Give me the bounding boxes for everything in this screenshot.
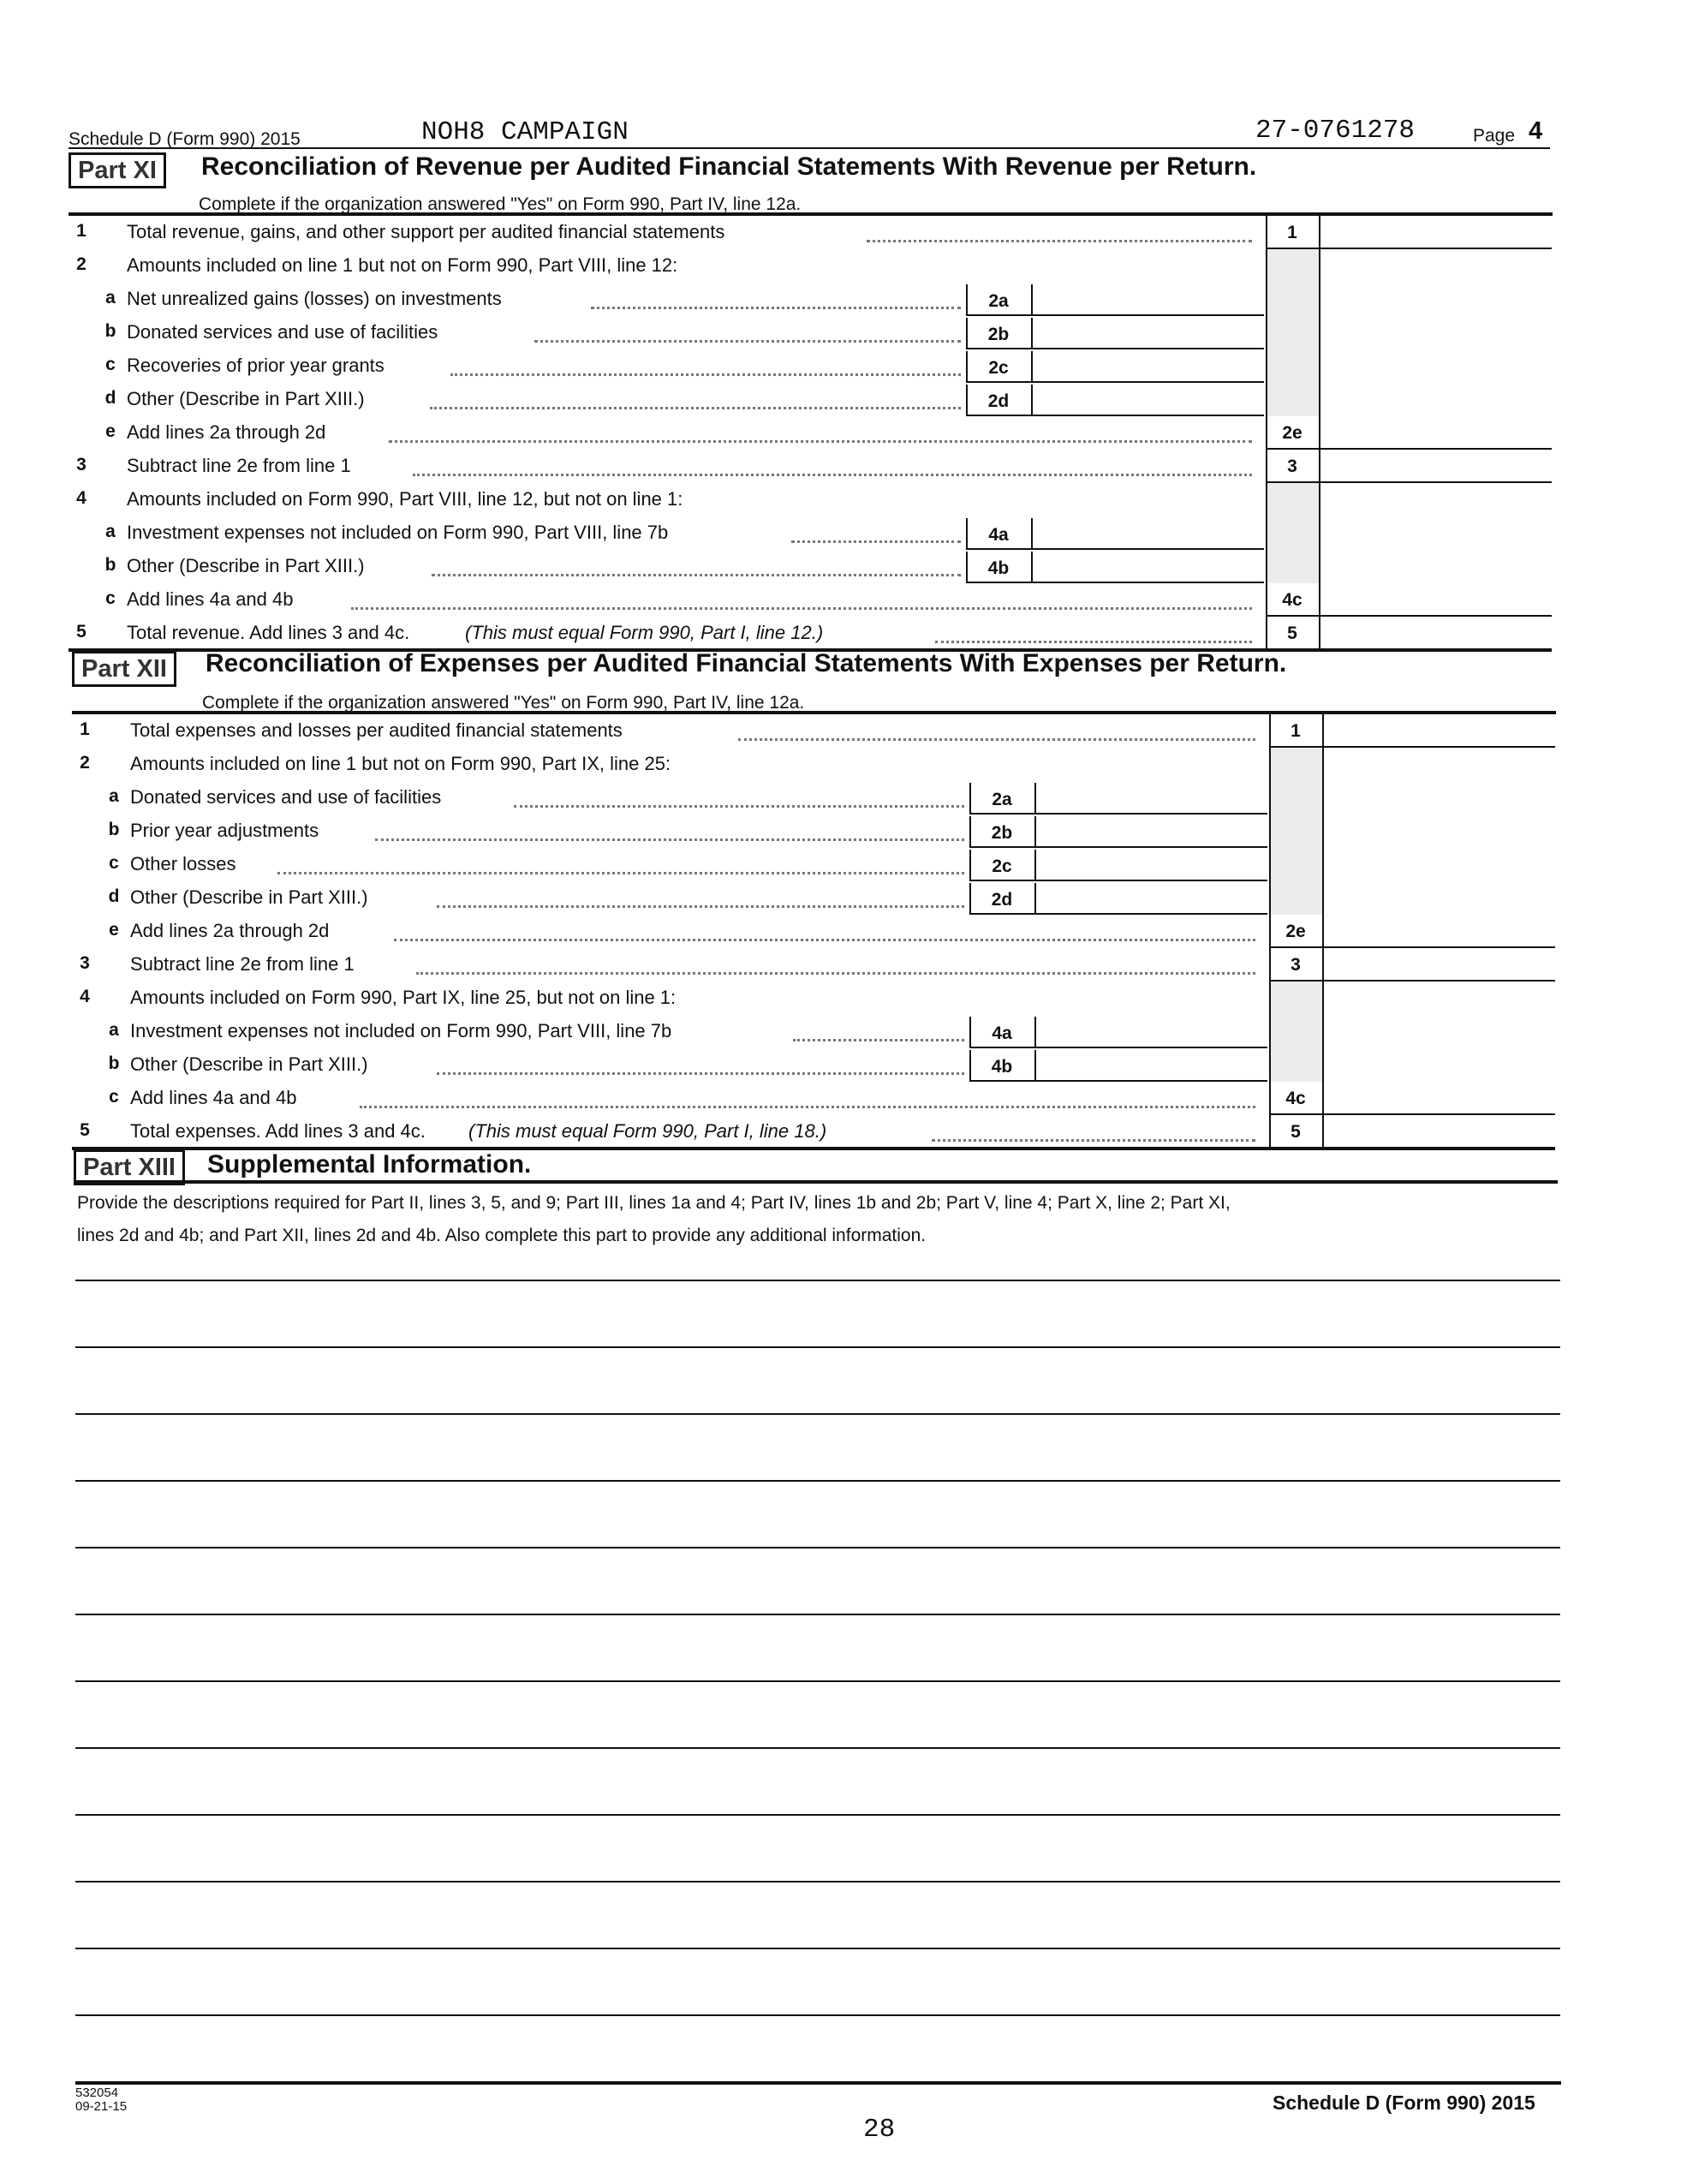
box-bottom bbox=[1269, 980, 1555, 982]
column-rule-right bbox=[1322, 714, 1324, 1149]
sub-box-label: 4a bbox=[992, 1023, 1012, 1043]
box-label: 5 bbox=[1291, 1122, 1301, 1142]
leader-dots bbox=[277, 872, 964, 874]
part-xii-instruction: Complete if the organization answered "Yes" on Form 990, Part IV, line 12a. bbox=[202, 693, 805, 713]
writing-line[interactable] bbox=[75, 1747, 1560, 1749]
line-description: Other (Describe in Part XIII.) bbox=[127, 388, 365, 409]
amount-field[interactable] bbox=[1320, 618, 1550, 647]
line-number: e bbox=[109, 920, 119, 940]
line-number: 5 bbox=[80, 1120, 90, 1140]
leader-dots bbox=[867, 240, 1252, 242]
amount-field[interactable] bbox=[1033, 284, 1262, 313]
line-description: Total revenue. Add lines 3 and 4c. bbox=[127, 622, 410, 643]
line-description: Add lines 4a and 4b bbox=[130, 1087, 297, 1108]
part-xi-tag: Part XI bbox=[69, 152, 166, 188]
sub-box-bottom bbox=[966, 415, 1264, 416]
amount-field[interactable] bbox=[1033, 385, 1262, 413]
box-bottom bbox=[1266, 248, 1552, 249]
line-number: a bbox=[109, 786, 119, 806]
part-xiii-tag: Part XIII bbox=[74, 1149, 185, 1185]
box-label: 4c bbox=[1285, 1089, 1306, 1108]
page-number: 4 bbox=[1529, 117, 1543, 145]
box-label: 2e bbox=[1282, 423, 1303, 443]
sub-box-label: 2a bbox=[988, 291, 1009, 311]
part-xii-title: Reconciliation of Expenses per Audited Financial Statements With Expenses per Return. bbox=[206, 649, 1287, 677]
line-number: e bbox=[105, 421, 116, 441]
box-label: 5 bbox=[1287, 624, 1297, 643]
line-number: c bbox=[109, 1087, 119, 1107]
ein-number: 27-0761278 bbox=[1255, 116, 1416, 146]
part-xiii-instruction-line1: Provide the descriptions required for Part II, lines 3, 5, and 9; Part III, lines 1a and 4; Part IV, lines 1b and 2b; Part V, line 4; Part X, line 2; Part XI, bbox=[77, 1193, 1231, 1213]
line-description: Donated services and use of facilities bbox=[130, 786, 442, 808]
sub-box-label: 2c bbox=[988, 358, 1009, 378]
writing-line[interactable] bbox=[75, 1680, 1560, 1682]
leader-dots bbox=[413, 474, 1252, 476]
column-rule-right bbox=[1319, 216, 1320, 650]
sub-box-bottom bbox=[966, 381, 1264, 383]
line-number: 2 bbox=[76, 254, 86, 274]
part-xiii-top-rule bbox=[74, 1180, 1558, 1184]
page-stamp: 28 bbox=[863, 2115, 896, 2145]
sub-box-bottom bbox=[969, 880, 1267, 881]
line-note: (This must equal Form 990, Part I, line 18.) bbox=[468, 1120, 827, 1142]
line-number: b bbox=[108, 820, 120, 839]
amount-field[interactable] bbox=[1033, 552, 1262, 580]
footer-rule bbox=[75, 2081, 1561, 2085]
line-number: b bbox=[104, 321, 116, 341]
amount-field[interactable] bbox=[1320, 418, 1550, 446]
line-description: Prior year adjustments bbox=[130, 820, 319, 841]
amount-field[interactable] bbox=[1324, 716, 1553, 744]
footer-form-name: Schedule D (Form 990) 2015 bbox=[1273, 2092, 1535, 2114]
line-number: 3 bbox=[80, 953, 90, 973]
line-number: 1 bbox=[76, 221, 86, 241]
leader-dots bbox=[738, 738, 1255, 741]
amount-field[interactable] bbox=[1036, 1017, 1266, 1045]
writing-line[interactable] bbox=[75, 1280, 1560, 1281]
amount-field[interactable] bbox=[1324, 1117, 1553, 1145]
line-number: a bbox=[105, 288, 116, 307]
leader-dots bbox=[437, 905, 964, 908]
line-description: Total revenue, gains, and other support per audited financial statements bbox=[127, 221, 725, 242]
writing-line[interactable] bbox=[75, 2014, 1560, 2016]
line-number: 4 bbox=[80, 987, 90, 1006]
line-description: Add lines 2a through 2d bbox=[130, 920, 330, 941]
part-xi-instruction: Complete if the organization answered "Yes" on Form 990, Part IV, line 12a. bbox=[199, 194, 802, 214]
sub-box-bottom bbox=[969, 1080, 1267, 1082]
leader-dots bbox=[375, 838, 964, 841]
box-label: 2e bbox=[1285, 922, 1306, 941]
leader-dots bbox=[514, 805, 964, 808]
writing-line[interactable] bbox=[75, 1413, 1560, 1415]
line-description: Subtract line 2e from line 1 bbox=[130, 953, 355, 975]
line-number: b bbox=[108, 1053, 120, 1073]
leader-dots bbox=[389, 440, 1252, 443]
line-description: Investment expenses not included on Form 990, Part VIII, line 7b bbox=[127, 522, 669, 543]
line-number: 4 bbox=[76, 488, 86, 508]
amount-field[interactable] bbox=[1036, 883, 1266, 911]
leader-dots bbox=[793, 1039, 964, 1041]
line-note: (This must equal Form 990, Part I, line 12.) bbox=[465, 622, 824, 643]
leader-dots bbox=[791, 540, 961, 543]
leader-dots bbox=[416, 972, 1255, 975]
amount-field[interactable] bbox=[1320, 585, 1550, 613]
line-number: 3 bbox=[76, 455, 86, 474]
sub-box-label: 2d bbox=[991, 890, 1013, 910]
writing-line[interactable] bbox=[75, 1814, 1560, 1816]
amount-field[interactable] bbox=[1324, 916, 1553, 945]
sub-box-label: 2a bbox=[992, 790, 1012, 809]
sub-box-bottom bbox=[969, 1047, 1267, 1048]
amount-field[interactable] bbox=[1320, 218, 1550, 246]
sub-box-label: 2d bbox=[987, 391, 1010, 411]
line-description: Other (Describe in Part XIII.) bbox=[130, 1053, 368, 1075]
leader-dots bbox=[932, 1139, 1255, 1142]
line-description: Add lines 4a and 4b bbox=[127, 588, 294, 610]
column-rule-left bbox=[1269, 714, 1271, 1149]
line-description: Amounts included on line 1 but not on Form 990, Part IX, line 25: bbox=[130, 753, 671, 774]
sub-box-label: 4b bbox=[987, 558, 1010, 578]
amount-field[interactable] bbox=[1036, 1050, 1266, 1078]
amount-field[interactable] bbox=[1320, 451, 1550, 480]
box-label: 4c bbox=[1282, 590, 1303, 610]
sub-box-bottom bbox=[966, 348, 1264, 349]
amount-field[interactable] bbox=[1033, 518, 1262, 546]
sub-box-label: 2b bbox=[987, 325, 1010, 344]
line-description: Amounts included on Form 990, Part IX, line 25, but not on line 1: bbox=[130, 987, 677, 1008]
form-name-header: Schedule D (Form 990) 2015 bbox=[69, 129, 301, 149]
line-description: Add lines 2a through 2d bbox=[127, 421, 326, 443]
line-number: c bbox=[109, 853, 119, 873]
writing-line[interactable] bbox=[75, 1948, 1560, 1949]
sub-box-label: 2c bbox=[992, 856, 1012, 876]
line-description: Net unrealized gains (losses) on investments bbox=[127, 288, 502, 309]
leader-dots bbox=[591, 307, 961, 309]
box-bottom bbox=[1269, 746, 1555, 748]
line-number: 1 bbox=[80, 719, 90, 739]
line-description: Subtract line 2e from line 1 bbox=[127, 455, 351, 476]
header-rule bbox=[69, 147, 1550, 149]
part-xii-top-rule bbox=[72, 711, 1556, 714]
box-bottom bbox=[1266, 481, 1552, 483]
line-description: Other (Describe in Part XIII.) bbox=[130, 886, 368, 908]
line-description: Amounts included on Form 990, Part VIII, line 12, but not on line 1: bbox=[127, 488, 683, 510]
box-label: 3 bbox=[1291, 955, 1301, 975]
writing-line[interactable] bbox=[75, 1480, 1560, 1482]
sub-box-bottom bbox=[969, 813, 1267, 815]
sub-box-label: 2b bbox=[991, 823, 1013, 843]
footer-code-2: 09-21-15 bbox=[75, 2099, 128, 2114]
leader-dots bbox=[534, 340, 961, 343]
amount-field[interactable] bbox=[1036, 783, 1266, 811]
line-number: 2 bbox=[80, 753, 90, 773]
sub-box-bottom bbox=[966, 582, 1264, 583]
part-xi-top-rule bbox=[69, 212, 1553, 216]
organization-name: NOH8 CAMPAIGN bbox=[421, 117, 629, 147]
amount-field[interactable] bbox=[1036, 850, 1266, 878]
line-number: b bbox=[104, 555, 116, 575]
line-number: a bbox=[105, 522, 116, 541]
leader-dots bbox=[351, 607, 1252, 610]
sub-box-bottom bbox=[966, 548, 1264, 550]
box-label: 3 bbox=[1287, 456, 1297, 476]
leader-dots bbox=[430, 407, 961, 409]
writing-line[interactable] bbox=[75, 1881, 1560, 1883]
sub-box-label: 4a bbox=[988, 525, 1009, 545]
leader-dots bbox=[450, 373, 961, 376]
part-xi-title: Reconciliation of Revenue per Audited Financial Statements With Revenue per Return. bbox=[201, 152, 1257, 181]
line-description: Other (Describe in Part XIII.) bbox=[127, 555, 365, 576]
line-description: Total expenses and losses per audited financial statements bbox=[130, 719, 623, 741]
part-xiii-instruction-line2: lines 2d and 4b; and Part XII, lines 2d and 4b. Also complete this part to provide any additional information. bbox=[77, 1226, 927, 1245]
part-xiii-title: Supplemental Information. bbox=[207, 1150, 532, 1179]
leader-dots bbox=[360, 1106, 1255, 1108]
sub-box-bottom bbox=[969, 913, 1267, 915]
line-number: c bbox=[105, 355, 116, 374]
amount-field[interactable] bbox=[1036, 816, 1266, 844]
amount-field[interactable] bbox=[1033, 318, 1262, 346]
leader-dots bbox=[935, 641, 1252, 643]
line-description: Amounts included on line 1 but not on Form 990, Part VIII, line 12: bbox=[127, 254, 678, 276]
sub-box-bottom bbox=[966, 314, 1264, 316]
amount-field[interactable] bbox=[1033, 351, 1262, 379]
line-number: 5 bbox=[76, 622, 86, 641]
line-description: Donated services and use of facilities bbox=[127, 321, 438, 343]
line-number: c bbox=[105, 588, 116, 608]
amount-field[interactable] bbox=[1324, 950, 1553, 978]
column-rule-left bbox=[1266, 216, 1267, 650]
box-label: 1 bbox=[1287, 223, 1297, 242]
part-xii-tag: Part XII bbox=[72, 651, 176, 687]
footer-code-1: 532054 bbox=[75, 2086, 119, 2100]
writing-line[interactable] bbox=[75, 1547, 1560, 1548]
leader-dots bbox=[432, 574, 961, 576]
line-description: Other losses bbox=[130, 853, 236, 874]
writing-line[interactable] bbox=[75, 1614, 1560, 1615]
box-label: 1 bbox=[1291, 721, 1301, 741]
line-description: Total expenses. Add lines 3 and 4c. bbox=[130, 1120, 426, 1142]
line-number: a bbox=[109, 1020, 119, 1040]
line-number: d bbox=[108, 886, 120, 906]
leader-dots bbox=[394, 939, 1255, 941]
writing-line[interactable] bbox=[75, 1346, 1560, 1348]
amount-field[interactable] bbox=[1324, 1083, 1553, 1112]
page-label: Page bbox=[1473, 126, 1516, 146]
line-number: d bbox=[104, 388, 116, 408]
line-description: Recoveries of prior year grants bbox=[127, 355, 384, 376]
line-description: Investment expenses not included on Form 990, Part VIII, line 7b bbox=[130, 1020, 672, 1041]
leader-dots bbox=[437, 1072, 964, 1075]
sub-box-bottom bbox=[969, 846, 1267, 848]
sub-box-label: 4b bbox=[991, 1057, 1013, 1077]
